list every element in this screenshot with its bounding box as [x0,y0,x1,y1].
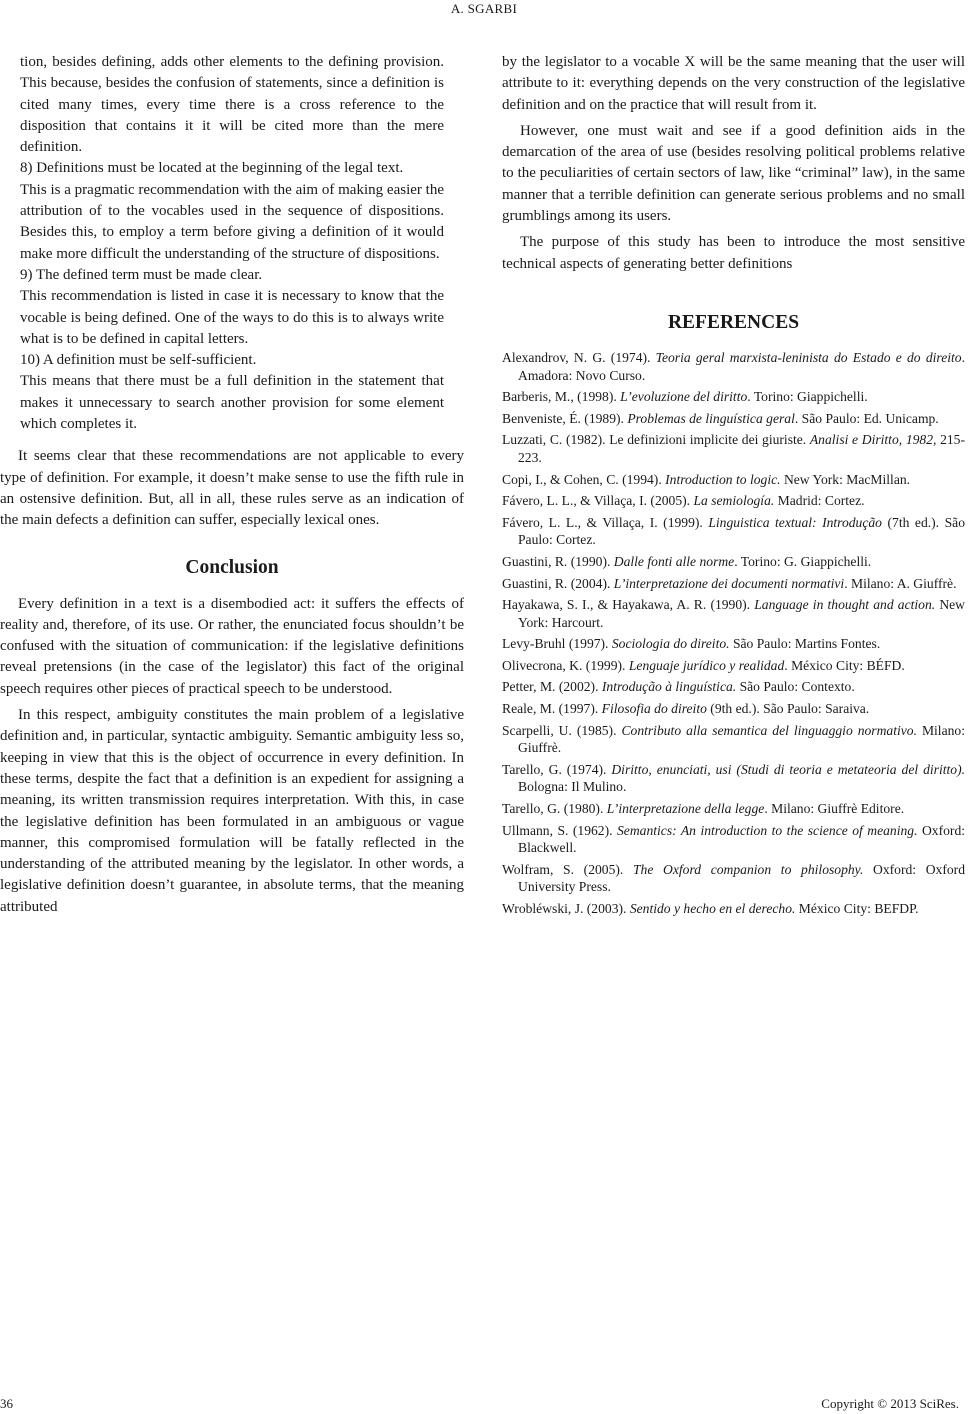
reference-title: Lenguaje jurídico y realidad [628,657,785,673]
body-paragraph: In this respect, ambiguity constitutes the main problem of a legislative definition and, in particular, syntactic ambiguity. Semantic ambiguity less so, keeping in view that this is the object of occurrence in every definition. In these terms, despite the fact that a definition is an expedient for assigning a meaning, its written transmission requires interpretation. With this, in case the legislative definition has been formulated in an ambiguous or vague manner, this compromised formulation will be fatally reflected in the understanding of the attributed meaning by the legislator. In other words, a legislative definition doesn’t guarantee, in absolute terms, that the meaning attributed [0,707,464,915]
page-number: 36 [0,1396,13,1411]
reference-authors: Petter, M. (2002). [502,679,602,695]
body-paragraph: by the legislator to a vocable X will be the same meaning that the user will attribute to it: everything depends on the very construction of the legislative definition and on the practice that will result from it. [502,54,965,113]
body-paragraph: The purpose of this study has been to introduce the most sensitive technical aspects of generating better definitions [502,234,965,272]
reference-title: Introdução à linguística. [601,679,737,695]
reference-title: Contributo alla semantica del linguaggio normativo. [621,722,917,738]
reference-publisher: (9th ed.). São Paulo: Saraiva. [706,701,870,717]
reference-authors: Reale, M. (1997). [502,701,602,717]
reference-authors: Olivecrona, K. (1999). [502,657,629,673]
reference-authors: Alexandrov, N. G. (1974). [502,349,656,365]
body-paragraph: It seems clear that these recommendations are not applicable to every type of definition. For example, it doesn’t make sense to use the fifth rule in an ostensive definition. But, all in all, these rules serve as an indication of the main defects a definition can suffer, especially lexical ones. [0,448,464,529]
reference-authors: Luzzati, C. (1982). Le definizioni implicite dei giuriste. [502,432,810,448]
reference-authors: Benveniste, É. (1989). [502,410,628,426]
reference-authors: Fávero, L. L., & Villaça, I. (1999). [502,514,709,530]
reference-title: Dalle fonti alle norme [613,553,735,569]
reference-list [502,349,965,918]
reference-authors: Wrobléwski, J. (2003). [502,901,630,916]
list-item-heading: 9) The defined term must be made clear. [20,266,263,283]
reference-entry [502,492,965,510]
reference-title: The Oxford companion to philosophy. [632,861,864,877]
reference-title: L’interpretazione della legge [606,801,765,817]
reference-authors: Ullmann, S. (1962). [502,822,617,838]
reference-authors: Levy-Bruhl (1997). [502,636,612,652]
reference-publisher: . São Paulo: Ed. Unicamp. [794,410,939,426]
reference-entry [502,700,965,718]
reference-entry [502,657,965,675]
list-text: This is a pragmatic recommendation with the aim of making easier the attribution of to the vocables used in the sequence of dispositions. Besides this, to employ a term before giving a definition of it would make more difficult the understanding of the structure of dispositions. [20,181,444,262]
left-column [0,52,464,918]
reference-title: Analisi e Diritto, 1982, [809,432,937,448]
reference-publisher: . Amadora: Novo Curso. [518,349,965,383]
reference-publisher: New York: Harcourt. [518,597,965,630]
reference-authors: Tarello, G. (1980). [502,801,607,817]
reference-title: Semantics: An introduction to the science of meaning. [617,822,918,838]
right-column [502,52,965,922]
reference-authors: Copi, I., & Cohen, C. (1994). [502,471,666,487]
reference-entry [502,722,965,757]
reference-entry [502,575,965,593]
body-paragraph: Every definition in a text is a disembodied act: it suffers the effects of reality and, therefore, of its use. Or rather, the enunciated focus shouldn’t be confused with the situation of communication: if the legislative definitions reveal pretensions (in the case of the legislator) this fact of the original speech requires other pieces of practical speech to be understood. [0,595,464,697]
copyright-notice: Copyright © 2013 SciRes. [821,1396,959,1411]
reference-publisher: . Torino: Giappichelli. [747,389,868,405]
reference-title: L’evoluzione del diritto [620,389,748,405]
reference-entry [502,800,965,818]
conclusion-heading: Conclusion [185,556,279,578]
reference-entry [502,514,965,549]
reference-title: Language in thought and action. [754,597,936,613]
reference-title: Sentido y hecho en el derecho. [629,901,796,916]
reference-entry [502,861,965,896]
reference-title: Filosofia do direito [601,701,707,717]
reference-authors: Guastini, R. (1990). [502,553,614,569]
reference-publisher: Bologna: Il Mulino. [518,779,627,795]
reference-entry [502,822,965,857]
reference-entry [502,596,965,631]
reference-authors: Fávero, L. L., & Villaça, I. (2005). [502,493,694,509]
reference-entry [502,761,965,796]
reference-title: Problemas de linguística geral [627,410,795,426]
body-paragraph: However, one must wait and see if a good definition aids in the demarcation of the area of use (besides resolving political problems relative to the peculiarities of certain sectors of law, like “criminal” law), in the same manner that a terrible definition can generate serious problems and no small grumblings among its users. [502,122,965,225]
reference-entry [502,349,965,384]
reference-entry [502,388,965,406]
reference-publisher: 215-223. [518,432,965,465]
reference-publisher: Oxford: Oxford University Press. [518,861,965,895]
list-text: This recommendation is listed in case it is necessary to know that the vocable is being defined. One of the ways to do this is to always write what is to be defined in capital letters. [20,288,444,347]
reference-title: Sociologia do direito. [611,636,730,652]
running-head: A. SGARBI [450,1,518,16]
list-item-heading: 10) A definition must be self-sufficient. [20,352,257,369]
reference-publisher: . Milano: Giuffrè Editore. [764,801,905,817]
reference-publisher: São Paulo: Martins Fontes. [729,636,881,652]
reference-title: Linguistica textual: Introdução [708,514,882,530]
reference-publisher: . Milano: A. Giuffrè. [844,575,957,591]
reference-authors: Tarello, G. (1974). [502,761,612,777]
reference-title: L’interpretazione dei documenti normativi [613,575,845,591]
reference-publisher: Milano: Giuffrè. [518,722,965,756]
reference-entry [502,410,965,428]
reference-publisher: (7th ed.). São Paulo: Cortez. [518,514,965,548]
reference-title: La semiología. [693,493,775,509]
reference-title: Diritto, enunciati, usi (Studi di teoria e metateoria del diritto). [611,761,965,777]
list-item-heading: 8) Definitions must be located at the beginning of the legal text. [20,160,404,177]
references-heading: REFERENCES [667,311,800,333]
reference-entry [502,900,965,918]
reference-entry [502,635,965,653]
reference-publisher: Madrid: Cortez. [774,493,865,509]
reference-authors: Barberis, M., (1998). [502,389,621,405]
reference-title: Teoria geral marxista-leninista do Estado e do direito [655,349,962,365]
reference-authors: Hayakawa, S. I., & Hayakawa, A. R. (1990). [502,597,755,613]
reference-title: Introduction to logic. [665,471,781,487]
list-text: tion, besides defining, adds other elements to the defining provision. This because, besides the confusion of statements, since a definition is cited many times, every time there is a cross reference to the disposition that contains it it will be cited more than the mere definition. [20,54,444,156]
reference-publisher: São Paulo: Contexto. [736,679,855,695]
reference-entry [502,431,965,466]
reference-publisher: New York: MacMillan. [780,471,911,487]
reference-authors: Wolfram, S. (2005). [502,861,633,877]
reference-entry [502,678,965,696]
list-text: This means that there must be a full definition in the statement that makes it unnecessary to search another provision for some element which completes it. [20,373,444,433]
reference-publisher: México City: BEFDP. [795,901,919,916]
reference-entry [502,553,965,571]
reference-authors: Scarpelli, U. (1985). [502,722,622,738]
reference-publisher: Oxford: Blackwell. [518,822,966,856]
reference-authors: Guastini, R. (2004). [502,575,614,591]
reference-entry [502,471,965,489]
reference-publisher: . México City: BÉFD. [784,657,905,673]
reference-publisher: . Torino: G. Giappichelli. [734,553,872,569]
recommendation-list [20,52,444,435]
